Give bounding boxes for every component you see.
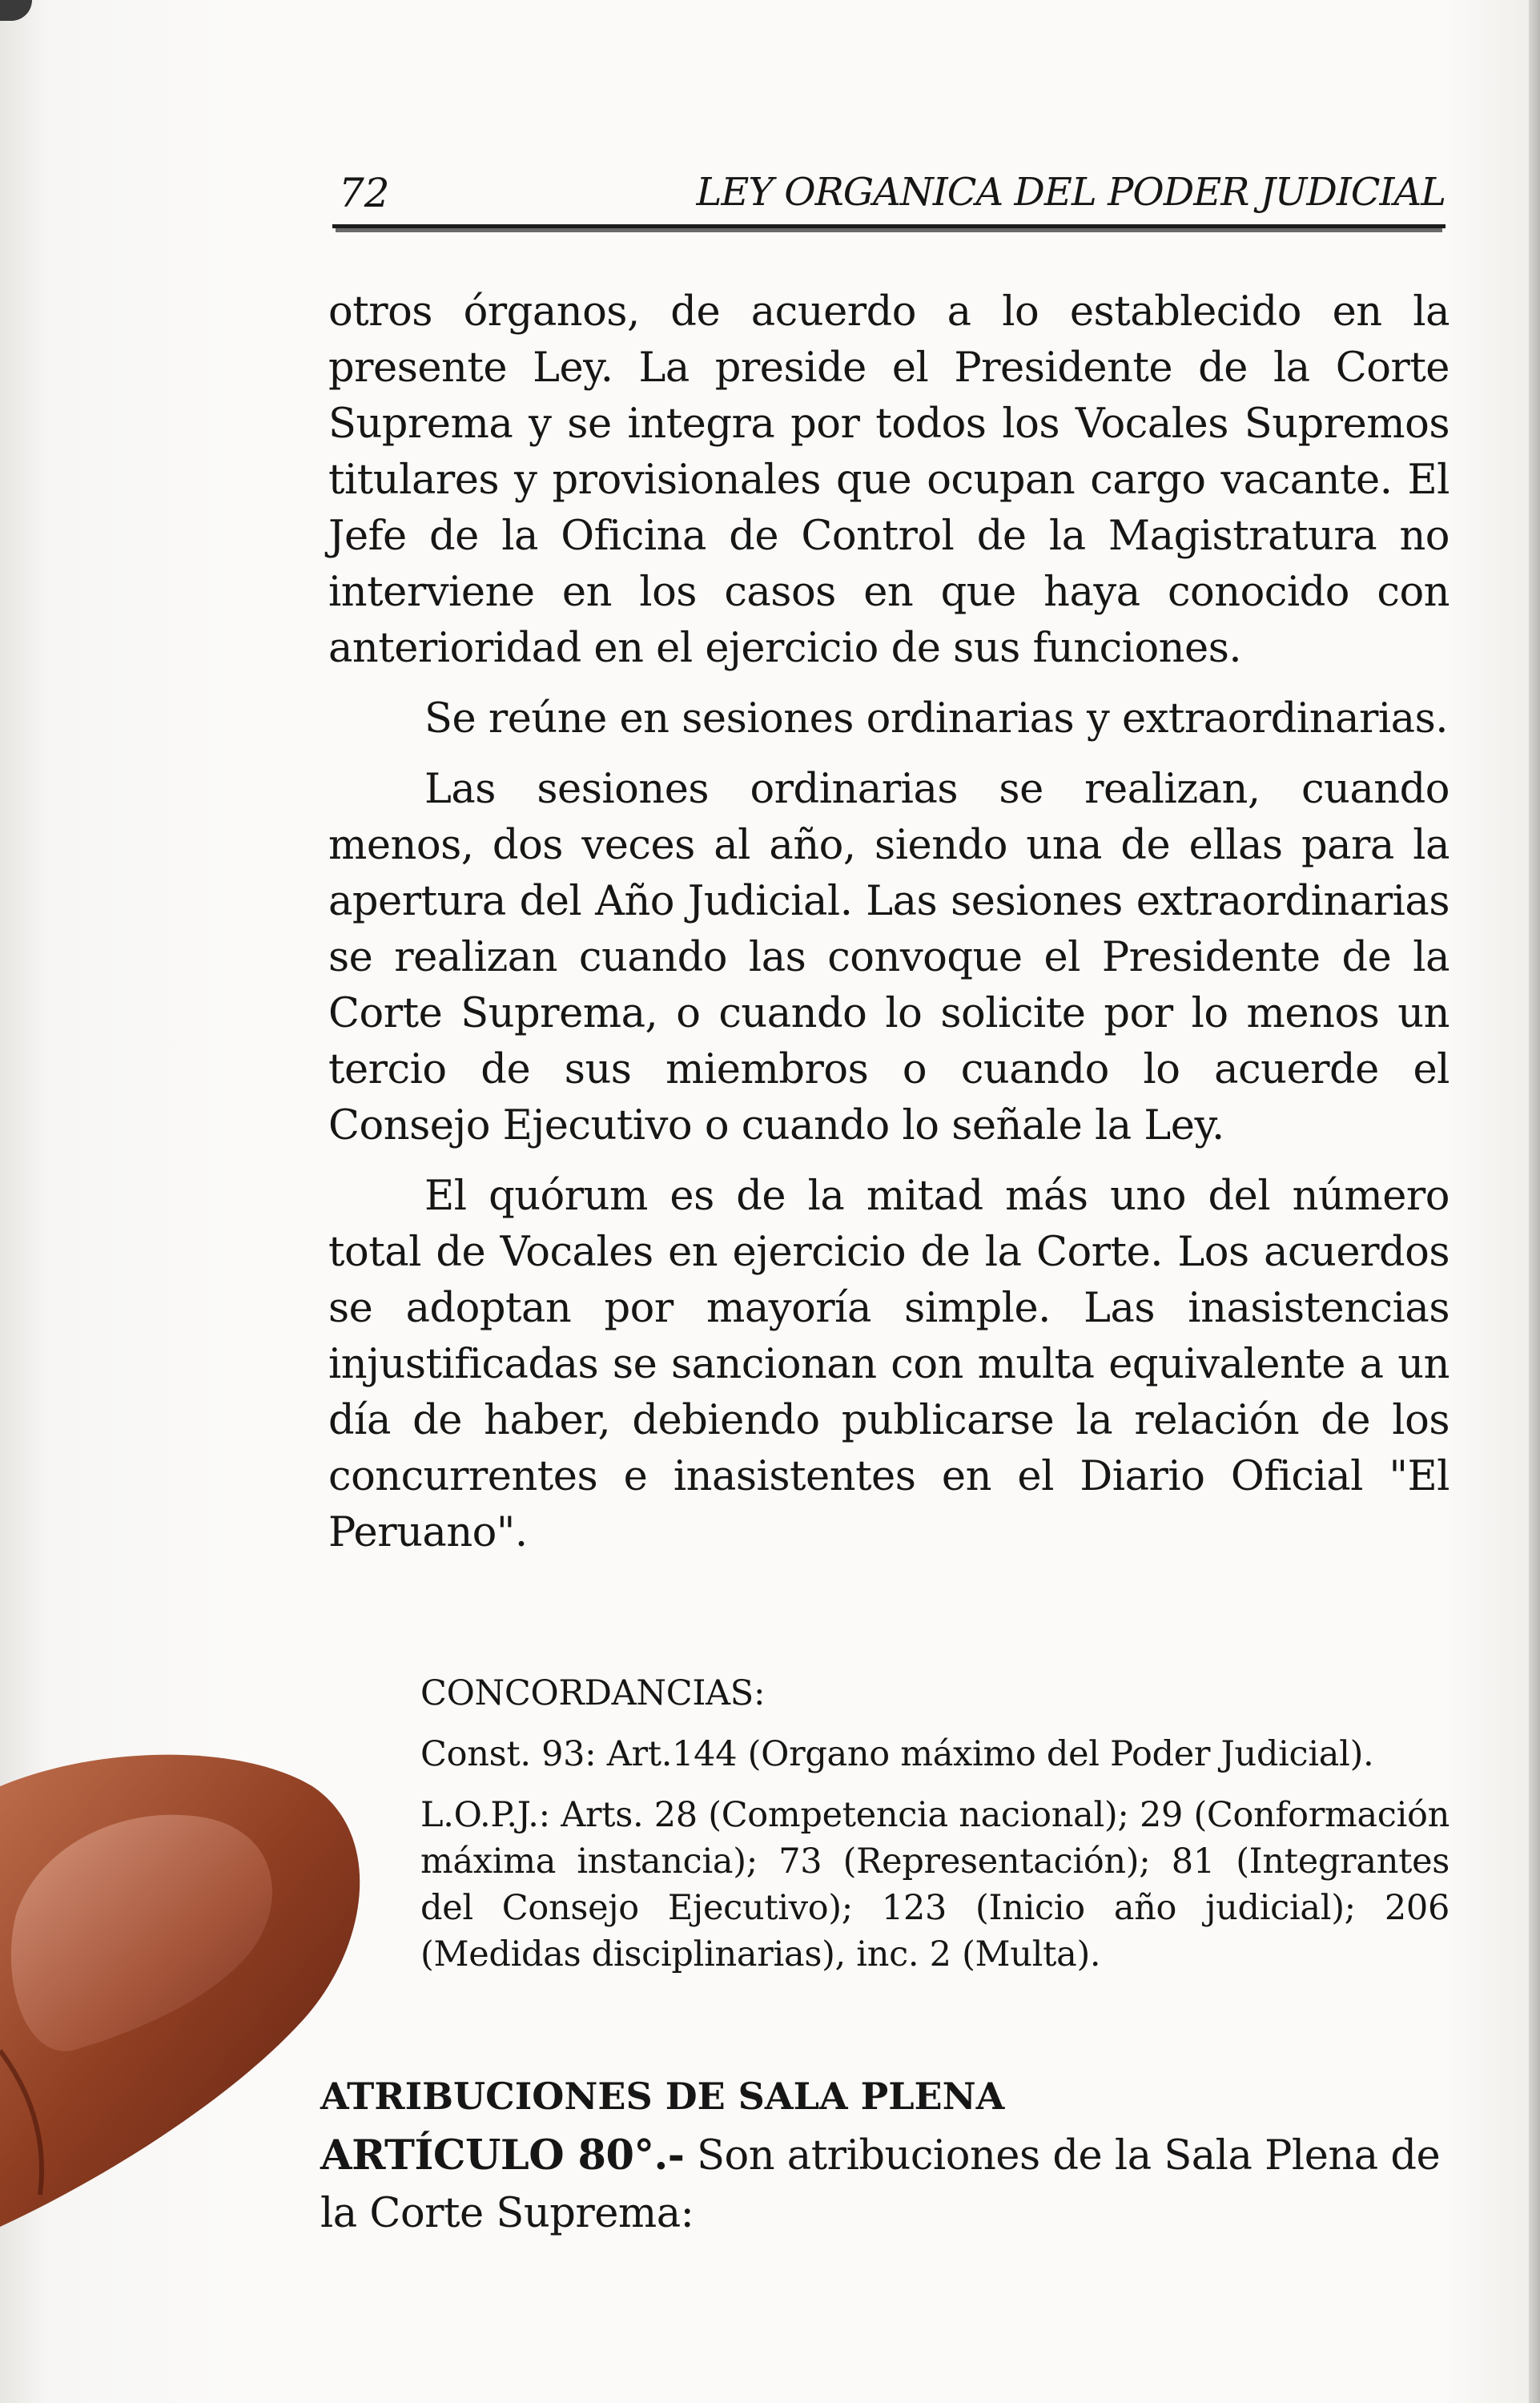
article-label: ARTÍCULO 80°.- [320, 2131, 685, 2180]
page-header [332, 160, 1446, 228]
page-edge [1529, 0, 1540, 2403]
paragraph-3: Las sesiones ordinarias se realizan, cuando menos, dos veces al año, siendo una de ellas para la apertura del Año Judicial. Las sesiones extraordinarias se realizan cuando las convoque el Presidente de la Corte Suprema, o cuando lo solicite por lo menos un tercio de sus miembros o cuando lo acuerde el Consejo Ejecutivo o cuando lo señale la Ley. [328, 766, 1450, 1149]
running-title: LEY ORGANICA DEL PODER JUDICIAL [696, 170, 1446, 215]
concordancia-item: L.O.P.J.: Arts. 28 (Competencia nacional); 29 (Conformación máxima instancia); 73 (Representación); 81 (Integrantes del Consejo Ejecutivo); 123 (Inicio año judicial); 206 (Medidas disciplinarias), inc. 2 (Multa). [420, 1795, 1450, 1974]
concordancia-item: Const. 93: Art.144 (Organo máximo del Poder Judicial). [420, 1734, 1374, 1774]
page-number: 72 [339, 170, 390, 216]
paragraph-2: Se reúne en sesiones ordinarias y extraordinarias. [424, 695, 1448, 743]
finger-image [0, 1714, 384, 2227]
concordancias-block [420, 1670, 1450, 1992]
article-80 [320, 2127, 1450, 2243]
concordancias-title: CONCORDANCIAS: [420, 1673, 766, 1713]
paragraph-1: otros órganos, de acuerdo a lo establecido en la presente Ley. La preside el Presidente de la Corte Suprema y se integra por todos los Vocales Supremos titulares y provisionales que ocupan cargo vacante. El Jefe de la Oficina de Control de la Magistratura no interviene en los casos en que haya conocido con anterioridad en el ejercicio de sus funciones. [328, 288, 1450, 672]
body-text [328, 284, 1450, 1576]
page-corner-shadow [0, 0, 32, 21]
section-heading: ATRIBUCIONES DE SALA PLENA [320, 2075, 1005, 2118]
article-body: Son atribuciones de la Sala Plena de la Corte Suprema: [320, 2132, 1441, 2237]
paragraph-4: El quórum es de la mitad más uno del número total de Vocales en ejercicio de la Corte. Los acuerdos se adoptan por mayoría simple. Las inasistencias injustificadas se sancionan con multa equivalente a un día de haber, debiendo publicarse la relación de los concurrentes e inasistentes en el Diario Oficial "El Peruano". [328, 1173, 1450, 1556]
